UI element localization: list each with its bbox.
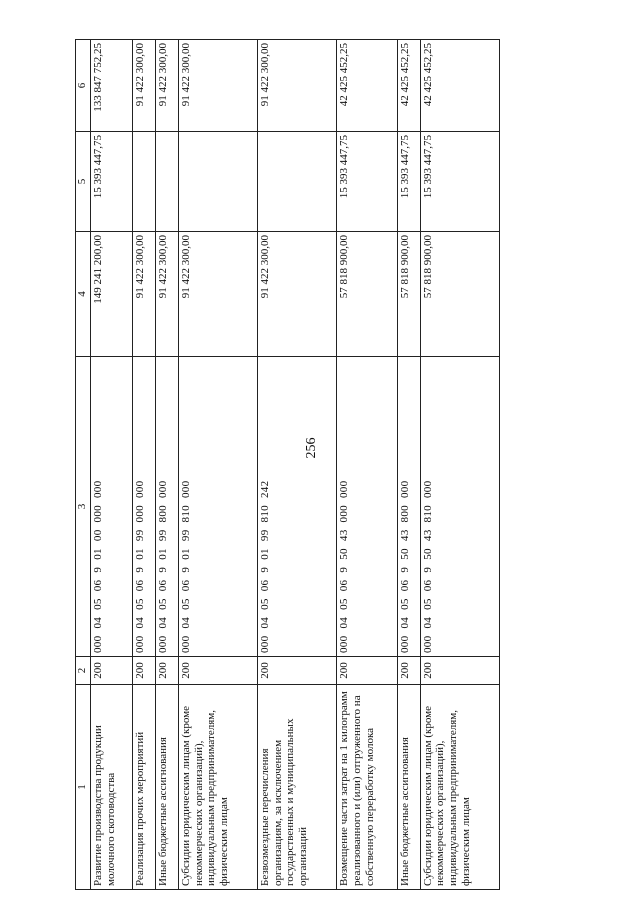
table-row (397, 40, 420, 890)
row-kvr: 200 (397, 657, 420, 685)
row-name: Безвозмездные перечисления организациям, за исключением государственных и муниципальных организаций (258, 685, 337, 890)
table-row (179, 40, 258, 890)
row-kvr: 200 (258, 657, 337, 685)
row-code: 000 04 05 06 9 50 43 800 000 (397, 357, 420, 657)
row-col6: 42 425 452,25 (420, 40, 499, 132)
page-number: 256 (304, 437, 319, 459)
row-col5: 15 393 447,75 (337, 132, 397, 232)
table-row (155, 40, 178, 890)
row-kvr: 200 (337, 657, 397, 685)
budget-table-container (75, 40, 500, 890)
row-col5 (132, 132, 155, 232)
row-col6: 42 425 452,25 (337, 40, 397, 132)
row-code: 000 04 05 06 9 01 99 810 242 (258, 357, 337, 657)
header-row (76, 40, 91, 890)
table-row (132, 40, 155, 890)
header-cell-5: 5 (76, 132, 91, 232)
table-row (91, 40, 133, 890)
row-col4: 57 818 900,00 (420, 232, 499, 357)
row-col5 (155, 132, 178, 232)
header-cell-2: 2 (76, 657, 91, 685)
row-name: Реализация прочих мероприятий (132, 685, 155, 890)
row-col5 (179, 132, 258, 232)
row-col4: 91 422 300,00 (155, 232, 178, 357)
row-code: 000 04 05 06 9 01 00 000 000 (91, 357, 133, 657)
row-name: Субсидии юридическим лицам (кроме некоммерческих организаций), индивидуальным предпринимателям, физическим лицам (420, 685, 499, 890)
header-cell-1: 1 (76, 685, 91, 890)
row-code: 000 04 05 06 9 50 43 000 000 (337, 357, 397, 657)
row-col4: 57 818 900,00 (397, 232, 420, 357)
row-kvr: 200 (155, 657, 178, 685)
row-col5 (258, 132, 337, 232)
header-cell-4: 4 (76, 232, 91, 357)
row-kvr: 200 (91, 657, 133, 685)
row-kvr: 200 (179, 657, 258, 685)
row-col6: 91 422 300,00 (258, 40, 337, 132)
budget-table (75, 39, 500, 890)
row-col4: 91 422 300,00 (179, 232, 258, 357)
row-col6: 42 425 452,25 (397, 40, 420, 132)
header-cell-6: 6 (76, 40, 91, 132)
row-col5: 15 393 447,75 (91, 132, 133, 232)
row-name: Иные бюджетные ассигнования (155, 685, 178, 890)
row-name: Развитие производства продукции молочного скотоводства (91, 685, 133, 890)
row-col5: 15 393 447,75 (420, 132, 499, 232)
table-row (337, 40, 397, 890)
row-name: Иные бюджетные ассигнования (397, 685, 420, 890)
row-kvr: 200 (420, 657, 499, 685)
row-col6: 91 422 300,00 (179, 40, 258, 132)
row-col6: 133 847 752,25 (91, 40, 133, 132)
row-col6: 91 422 300,00 (155, 40, 178, 132)
row-name: Возмещение части затрат на 1 килограмм реализованного и (или) отгруженного на собственную переработку молока (337, 685, 397, 890)
table-row (420, 40, 499, 890)
row-code: 000 04 05 06 9 01 99 000 000 (132, 357, 155, 657)
table-row (258, 40, 337, 890)
row-kvr: 200 (132, 657, 155, 685)
row-col4: 149 241 200,00 (91, 232, 133, 357)
row-code: 000 04 05 06 9 01 99 810 000 (179, 357, 258, 657)
row-col4: 57 818 900,00 (337, 232, 397, 357)
row-col4: 91 422 300,00 (258, 232, 337, 357)
header-cell-3: 3 (76, 357, 91, 657)
row-name: Субсидии юридическим лицам (кроме некоммерческих организаций), индивидуальным предпринимателям, физическим лицам (179, 685, 258, 890)
row-code: 000 04 05 06 9 01 99 800 000 (155, 357, 178, 657)
row-col5: 15 393 447,75 (397, 132, 420, 232)
row-col4: 91 422 300,00 (132, 232, 155, 357)
row-col6: 91 422 300,00 (132, 40, 155, 132)
row-code: 000 04 05 06 9 50 43 810 000 (420, 357, 499, 657)
